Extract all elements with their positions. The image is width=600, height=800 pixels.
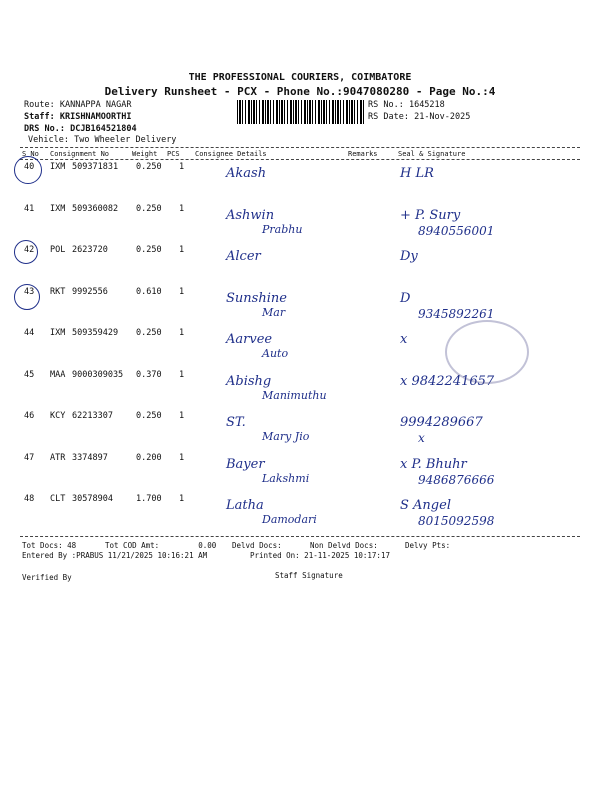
row-weight: 0.370	[136, 370, 162, 380]
row-consignment-number: 9992556	[72, 287, 108, 297]
row-pcs: 1	[179, 204, 185, 214]
row-consignment-prefix: POL	[50, 245, 66, 255]
row-consignee-handwriting: Aarvee	[226, 332, 273, 347]
row-signature-handwriting: + P. Sury	[400, 208, 461, 223]
row-signature-handwriting: Dy	[400, 249, 418, 264]
row-weight: 0.250	[136, 245, 162, 255]
rs-date-label: RS Date:	[368, 112, 409, 122]
row-pcs: 1	[179, 245, 185, 255]
row-sno: 41	[24, 204, 35, 214]
row-consignee-handwriting: Abishg	[226, 374, 272, 389]
row-consignment-prefix: IXM	[50, 328, 66, 338]
tot-cod-value: 0.00	[198, 541, 217, 550]
row-consignment-prefix: CLT	[50, 494, 66, 504]
header-rule-top	[20, 147, 580, 148]
header-rule-bottom	[20, 159, 580, 160]
row-signature-handwriting: 9486876666	[418, 473, 495, 487]
row-pcs: 1	[179, 370, 185, 380]
row-weight: 1.700	[136, 494, 162, 504]
row-weight: 0.250	[136, 204, 162, 214]
footer-rule	[20, 536, 580, 537]
row-weight: 0.250	[136, 328, 162, 338]
row-consignee-handwriting: Damodari	[262, 513, 317, 526]
delvy-pts-label: Delvy Pts:	[405, 541, 451, 550]
row-sno: 40	[24, 162, 35, 172]
row-consignment-number: 509360082	[72, 204, 119, 214]
route-value: KANNAPPA NAGAR	[59, 100, 132, 110]
row-consignment-number: 2623720	[72, 245, 108, 255]
row-consignment-number: 30578904	[72, 494, 113, 504]
drs-label: DRS No.:	[24, 124, 65, 134]
row-consignment-prefix: MAA	[50, 370, 66, 380]
verified-by: Verified By	[22, 573, 72, 582]
non-delvd-docs-label: Non Delvd Docs:	[310, 541, 378, 550]
rs-no-label: RS No.:	[368, 100, 404, 110]
delvd-docs-label: Delvd Docs:	[232, 541, 282, 550]
col-consignee: Consignee Details	[195, 150, 267, 158]
row-consignment-number: 509371831	[72, 162, 119, 172]
row-consignee-handwriting: Mary Jio	[262, 430, 310, 443]
row-sno: 45	[24, 370, 35, 380]
row-consignment-prefix: ATR	[50, 453, 66, 463]
staff-signature: Staff Signature	[275, 571, 343, 580]
vehicle-line	[28, 135, 176, 145]
runsheet-subtitle: Delivery Runsheet - PCX - Phone No.:9047080280 - Page No.:4	[104, 85, 496, 98]
row-sno: 44	[24, 328, 35, 338]
row-signature-handwriting: 8940556001	[418, 224, 495, 238]
row-consignment-number: 9000309035	[72, 370, 124, 380]
row-signature-handwriting: x	[400, 332, 408, 347]
tot-docs-label: Tot Docs:	[22, 541, 63, 550]
row-signature-handwriting: S Angel	[400, 498, 451, 513]
row-sno: 46	[24, 411, 35, 421]
row-consignee-handwriting: Akash	[226, 166, 267, 181]
staff-value: KRISHNAMOORTHI	[59, 112, 132, 122]
drs-line	[24, 124, 137, 134]
row-signature-handwriting: 9345892261	[418, 307, 495, 321]
tot-docs-value: 48	[67, 541, 77, 550]
row-weight: 0.250	[136, 162, 162, 172]
row-consignment-prefix: KCY	[50, 411, 66, 421]
row-pcs: 1	[179, 411, 185, 421]
row-consignee-handwriting: Prabhu	[262, 223, 303, 236]
row-sno: 42	[24, 245, 35, 255]
row-consignment-number: 62213307	[72, 411, 113, 421]
vehicle-label: Vehicle:	[28, 135, 69, 145]
col-weight: Weight	[132, 150, 158, 158]
col-consignment: Consignment No	[50, 150, 110, 158]
printed-on: Printed On: 21-11-2025 10:17:17	[250, 551, 390, 560]
tot-cod-label: Tot COD Amt:	[105, 541, 160, 550]
row-signature-handwriting: x P. Bhuhr	[400, 457, 467, 472]
vehicle-value: Two Wheeler Delivery	[74, 135, 177, 145]
staff-line	[24, 112, 132, 122]
entered-by: Entered By :PRABUS 11/21/2025 10:16:21 AM	[22, 551, 208, 560]
circle-mark-row-42	[14, 240, 38, 264]
row-signature-handwriting: H LR	[400, 166, 434, 181]
drs-value: DCJB164521804	[70, 124, 137, 134]
row-signature-handwriting: x 9842241657	[400, 374, 495, 389]
row-pcs: 1	[179, 162, 185, 172]
col-seal: Seal & Signature	[398, 150, 466, 158]
row-consignment-number: 509359429	[72, 328, 119, 338]
rs-date-value: 21-Nov-2025	[414, 112, 471, 122]
row-pcs: 1	[179, 494, 185, 504]
barcode	[237, 100, 365, 124]
row-consignment-prefix: IXM	[50, 162, 66, 172]
row-consignment-number: 3374897	[72, 453, 108, 463]
courier-stamp	[445, 320, 529, 384]
col-remarks: Remarks	[348, 150, 378, 158]
row-weight: 0.610	[136, 287, 162, 297]
route-line	[24, 100, 132, 110]
row-weight: 0.200	[136, 453, 162, 463]
row-pcs: 1	[179, 453, 185, 463]
row-signature-handwriting: x	[418, 431, 425, 445]
col-sno: S No	[22, 150, 39, 158]
row-consignee-handwriting: Latha	[226, 498, 264, 513]
row-consignee-handwriting: Alcer	[226, 249, 261, 264]
row-consignee-handwriting: Mar	[262, 306, 286, 319]
row-consignee-handwriting: Ashwin	[226, 208, 275, 223]
col-pcs: PCS	[167, 150, 180, 158]
row-consignee-handwriting: Manimuthu	[262, 389, 327, 402]
row-signature-handwriting: D	[400, 291, 411, 306]
row-sno: 43	[24, 287, 35, 297]
circle-mark-row-40	[14, 156, 42, 184]
totals-line	[22, 541, 76, 550]
tot-cod	[105, 541, 216, 550]
staff-label: Staff:	[24, 112, 55, 122]
row-consignment-prefix: RKT	[50, 287, 66, 297]
row-pcs: 1	[179, 328, 185, 338]
rs-date-line	[368, 112, 470, 122]
row-pcs: 1	[179, 287, 185, 297]
row-consignee-handwriting: ST.	[226, 415, 246, 430]
rs-no-line	[368, 100, 445, 110]
row-consignee-handwriting: Sunshine	[226, 291, 287, 306]
row-consignment-prefix: IXM	[50, 204, 66, 214]
row-signature-handwriting: 8015092598	[418, 514, 495, 528]
row-sno: 48	[24, 494, 35, 504]
circle-mark-row-43	[14, 284, 40, 310]
row-consignee-handwriting: Auto	[262, 347, 289, 360]
company-title: THE PROFESSIONAL COURIERS, COIMBATORE	[188, 72, 412, 83]
route-label: Route:	[24, 100, 55, 110]
rs-no-value: 1645218	[408, 100, 445, 110]
row-consignee-handwriting: Bayer	[226, 457, 265, 472]
row-weight: 0.250	[136, 411, 162, 421]
row-sno: 47	[24, 453, 35, 463]
row-signature-handwriting: 9994289667	[400, 415, 483, 430]
row-consignee-handwriting: Lakshmi	[262, 472, 310, 485]
